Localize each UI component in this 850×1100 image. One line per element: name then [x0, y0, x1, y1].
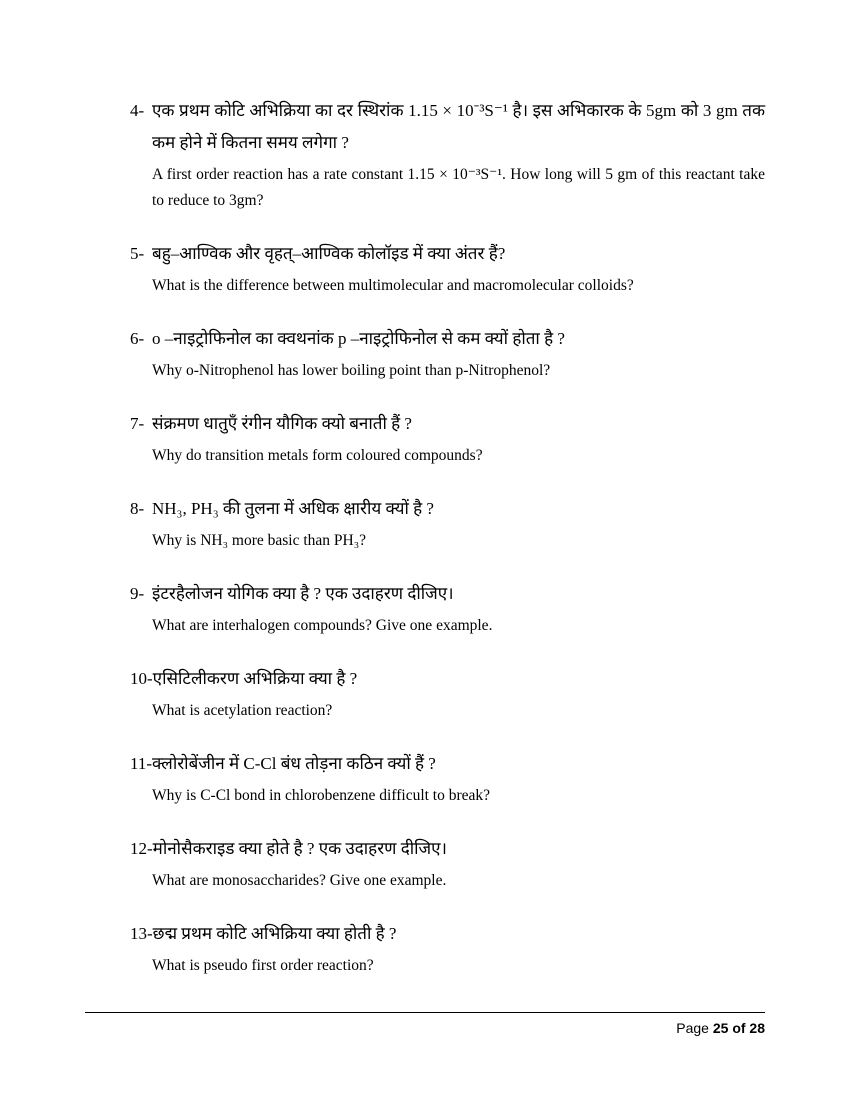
- question-hindi-line: [130, 408, 765, 440]
- question-english-text: Why is NH₃ more basic than PH₃?: [152, 532, 366, 549]
- question-hindi-line: [130, 663, 765, 695]
- question-hindi-line: [130, 918, 765, 950]
- question-english-text: What are interhalogen compounds? Give one example.: [152, 617, 493, 634]
- question-hindi-text: मोनोसैकराइड क्या होते है ? एक उदाहरण दीजिए।: [152, 839, 447, 858]
- question-item-8: [130, 493, 765, 554]
- question-english-text: What are monosaccharides? Give one example.: [152, 872, 447, 889]
- question-hindi-line: [130, 748, 765, 780]
- question-hindi-text: एक प्रथम कोटि अभिक्रिया का दर स्थिरांक 1.15 × 10⁻³S⁻¹ है। इस अभिकारक के 5gm को 3 gm तक कम होने में कितना समय लगेगा ?: [152, 101, 765, 152]
- question-english-text: What is the difference between multimolecular and macromolecular colloids?: [152, 277, 634, 294]
- question-number: 8-: [130, 499, 145, 518]
- question-english-text: Why do transition metals form coloured compounds?: [152, 447, 483, 464]
- question-english-text: What is pseudo first order reaction?: [152, 957, 374, 974]
- question-number: 12-: [130, 839, 153, 858]
- question-hindi-text: छद्म प्रथम कोटि अभिक्रिया क्या होती है ?: [152, 924, 397, 943]
- question-item-7: [130, 408, 765, 469]
- question-hindi-text: संक्रमण धातुएँ रंगीन यौगिक क्यो बनाती हैं ?: [152, 414, 412, 433]
- question-hindi-text: बहु–आण्विक और वृहत्–आण्विक कोलॉइड में क्या अंतर हैं?: [152, 244, 506, 263]
- question-hindi-text: इंटरहैलोजन योगिक क्या है ? एक उदाहरण दीजिए।: [152, 584, 454, 603]
- question-english-text: Why o-Nitrophenol has lower boiling point than p-Nitrophenol?: [152, 362, 551, 379]
- question-hindi-line: [130, 493, 765, 525]
- question-hindi-text: o –नाइट्रोफिनोल का क्वथनांक p –नाइट्रोफिनोल से कम क्यों होता है ?: [152, 329, 565, 348]
- question-number: 10-: [130, 669, 153, 688]
- question-hindi-text: क्लोरोबेंजीन में C-Cl बंध तोड़ना कठिन क्यों हैं ?: [152, 754, 436, 773]
- question-number: 7-: [130, 414, 145, 433]
- question-item-6: [130, 323, 765, 384]
- footer-page-label: Page: [676, 1020, 709, 1036]
- question-item-9: [130, 578, 765, 639]
- question-item-11: [130, 748, 765, 809]
- question-english-text: A first order reaction has a rate constant 1.15 × 10⁻³S⁻¹. How long will 5 gm of this reactant take to reduce to 3gm?: [152, 166, 765, 209]
- question-hindi-text: NH₃, PH₃ की तुलना में अधिक क्षारीय क्यों है ?: [152, 499, 434, 518]
- question-number: 11-: [130, 754, 153, 773]
- question-item-4: [130, 95, 765, 214]
- question-hindi-line: [130, 238, 765, 270]
- question-hindi-line: [130, 95, 765, 159]
- question-hindi-line: [130, 833, 765, 865]
- page-footer: [85, 1012, 765, 1036]
- question-hindi-line: [130, 578, 765, 610]
- question-english-text: Why is C-Cl bond in chlorobenzene difficult to break?: [152, 787, 491, 804]
- question-number: 5-: [130, 244, 145, 263]
- question-hindi-text: एसिटिलीकरण अभिक्रिया क्या है ?: [152, 669, 358, 688]
- question-number: 4-: [130, 101, 145, 120]
- question-english-text: What is acetylation reaction?: [152, 702, 333, 719]
- question-item-12: [130, 833, 765, 894]
- question-number: 9-: [130, 584, 145, 603]
- question-item-10: [130, 663, 765, 724]
- question-number: 6-: [130, 329, 145, 348]
- question-item-13: [130, 918, 765, 979]
- question-item-5: [130, 238, 765, 299]
- footer-page-value: 25 of 28: [712, 1020, 765, 1036]
- question-number: 13-: [130, 924, 153, 943]
- question-hindi-line: [130, 323, 765, 355]
